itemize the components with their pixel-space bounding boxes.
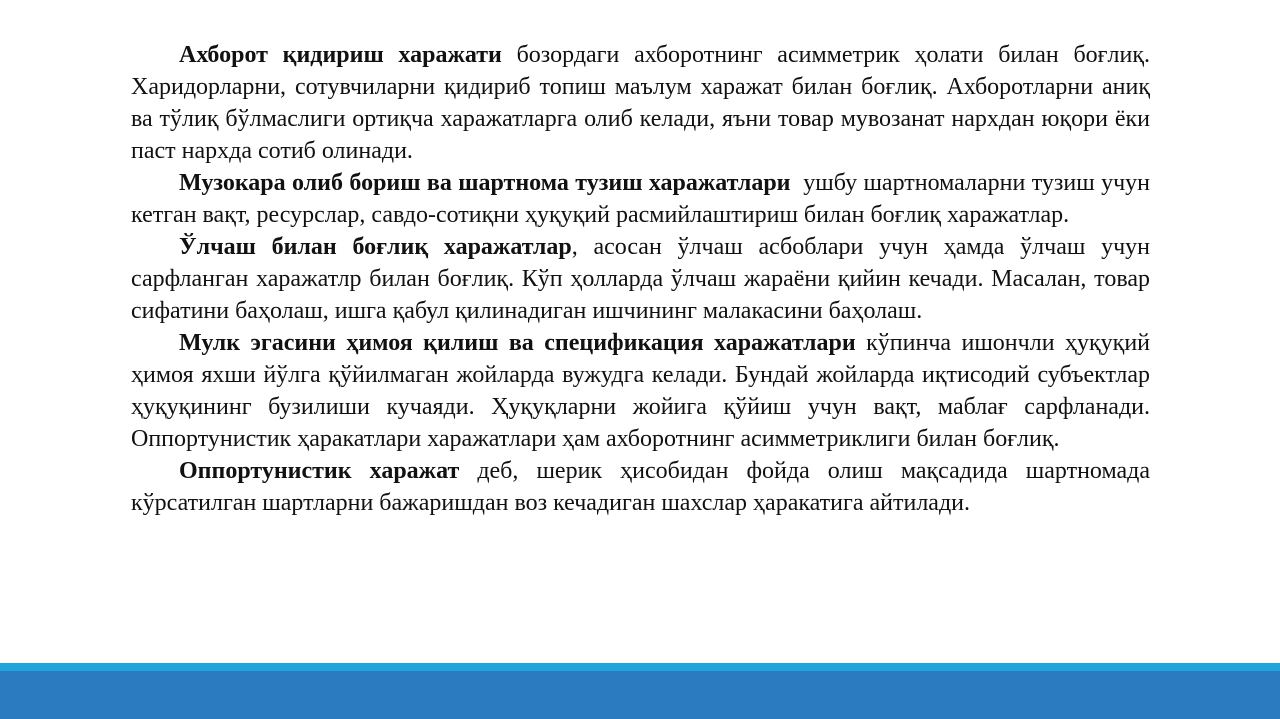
paragraph-text: кўпинча ишончли ҳуқуқий ҳимоя яхши йўлга қўйилмаган жойларда вужудга келади. Бундай жойларда иқтисодий субъектлар ҳуқуқининг бузилиши кучаяди. Ҳуқуқларни жойига қўйиш учун вақт, маблағ сарфланади. Оппортунистик ҳаракатлари харажатлари ҳам ахборотнинг асимметриклиги билан боғлиқ. (131, 330, 1151, 452)
paragraph-text: , асосан ўлчаш асбоблари учун ҳамда ўлчаш учун сарфланган харажатлр билан боғлиқ. Кўп ҳолларда ўлчаш жараёни қийин кечади. Масалан, товар сифатини баҳолаш, ишга қабул қилинадиган ишчининг малакасини баҳолаш. (131, 234, 1150, 324)
slide-body (131, 39, 1157, 519)
footer-light-stripe (0, 663, 1280, 671)
paragraph-property-protection-cost (131, 327, 1150, 455)
paragraph-opportunistic-cost (131, 455, 1150, 519)
paragraph-text: бозордаги ахборотнинг асимметрик ҳолати билан боғлиқ. Харидорларни, сотувчиларни қидириб топиш маълум харажат билан боғлиқ. Ахборотларни аниқ ва тўлиқ бўлмаслиги ортиқча харажатларга олиб келади, яъни товар мувозанат нархдан юқори ёки паст нархда сотиб олинади. (131, 42, 1150, 164)
footer-dark-stripe (0, 671, 1280, 719)
paragraph-term: Ўлчаш билан боғлиқ харажатлар (179, 234, 572, 260)
paragraph-measurement-cost (131, 231, 1150, 327)
footer-band (0, 663, 1280, 719)
paragraph-term: Ахборот қидириш харажати (179, 42, 502, 68)
paragraph-information-search-cost (131, 39, 1150, 167)
paragraph-term: Музокара олиб бориш ва шартнома тузиш харажатлари (179, 170, 791, 196)
paragraph-term: Оппортунистик харажат (179, 458, 460, 484)
paragraph-text: деб, шерик ҳисобидан фойда олиш мақсадида шартномада кўрсатилган шартларни бажаришдан воз кечадиган шахслар ҳаракатига айтилади. (131, 458, 1150, 516)
paragraph-negotiation-contract-cost (131, 167, 1157, 231)
paragraph-term: Мулк эгасини ҳимоя қилиш ва спецификация харажатлари (179, 330, 856, 356)
paragraph-text: ушбу шартномаларни тузиш учун кетган вақт, ресурслар, савдо-сотиқни ҳуқуқий расмийлаштириш билан боғлиқ харажатлар. (131, 170, 1157, 228)
